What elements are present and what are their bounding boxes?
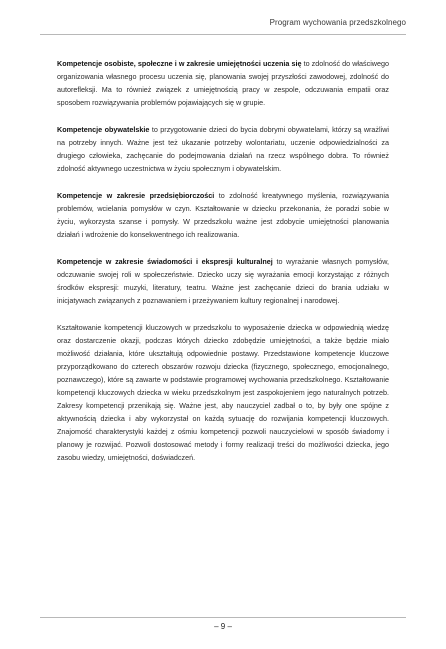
footer-divider [40, 617, 406, 618]
paragraph-text: Kształtowanie kompetencji kluczowych w przedszkolu to wyposażenie dziecka w odpowiednią wiedzę oraz dostarczenie okazji, podczas których dziecko zdobędzie umiejętności, a także będzie miało możliwość działania, które ukształtują odpowiednie postawy. Przedstawione kompetencje kluczowe przyporządkowano do czterech obszarów rozwoju dziecka (fizycznego, społecznego, emocjonalnego, poznawczego), które są zawarte w podstawie programowej wychowania przedszkolnego. Kształtowanie kompetencji kluczowych dziecka w wieku przedszkolnym jest zaspokojeniem jego naturalnych potrzeb. Zakresy kompetencji przenikają się. Ważne jest, aby nauczyciel zadbał o to, by były one spójne z aktywnością dziecka i aby wykorzystał on każdą sytuację do rozwijania kompetencji kluczowych. Znajomość charakterystyki każdej z ośmiu kompetencji pozwoli nauczycielowi w sposób świadomy i planowy je rozwijać. Pozwoli dostosować metody i formy realizacji treści do możliwości dziecka, jego zasobu wiedzy, umiejętności, doświadczeń. [57, 323, 389, 462]
paragraph-personal-social-competences [57, 57, 389, 109]
paragraph-text: to zdolność kreatywnego myślenia, rozwiązywania problemów, wcielania pomysłów w czyn. Kształtowanie w dziecku przekonania, że poradzi sobie w życiu, wykorzysta szanse i pomysły. W przedszkolu ważne jest zdobycie umiejętności planowania działań i wdrożenie do konsekwentnego ich realizowania. [57, 191, 389, 239]
page-content [57, 57, 389, 478]
paragraph-term: Kompetencje obywatelskie [57, 125, 150, 134]
paragraph-term: Kompetencje osobiste, społeczne i w zakresie umiejętności uczenia się [57, 59, 302, 68]
paragraph-term: Kompetencje w zakresie świadomości i ekspresji kulturalnej [57, 257, 273, 266]
paragraph-text: to przygotowanie dzieci do bycia dobrymi obywatelami, którzy są wrażliwi na potrzeby innych. Ważne jest też ukazanie potrzeby wolontariatu, uczenie odpowiedzialności za drugiego człowieka, zachęcanie do podejmowania działań na rzecz wspólnego dobra. To również zdolność aktywnego uczestnictwa w życiu społecznym i obywatelskim. [57, 125, 390, 173]
header-divider [40, 34, 406, 35]
paragraph-text: to wyrażanie własnych pomysłów, odczuwanie swojej roli w społeczeństwie. Dziecko uczy się wyrażania emocji korzystając z różnych środków ekspresji: muzyki, literatury, teatru. Ważne jest zachęcanie dzieci do brania udziału w inicjatywach związanych z poznawaniem i przeżywaniem kultury regionalnej i narodowej. [57, 257, 389, 305]
paragraph-entrepreneurship-competences [57, 189, 389, 241]
paragraph-civic-competences [57, 123, 389, 175]
paragraph-cultural-awareness-competences [57, 255, 389, 307]
paragraph-key-competences-summary [57, 321, 389, 464]
paragraph-term: Kompetencje w zakresie przedsiębiorczości [57, 191, 215, 200]
paragraph-text: to zdolność do właściwego organizowania własnego procesu uczenia się, planowania swojej przyszłości zawodowej, zdolność do autorefleksji. Ma to również związek z umiejętnością pracy w zespole, odczuwania empatii oraz sposobem rozwiązywania problemów pojawiających się w grupie. [57, 59, 389, 107]
running-header: Program wychowania przedszkolnego [269, 18, 406, 27]
page-number: – 9 – [214, 622, 232, 631]
